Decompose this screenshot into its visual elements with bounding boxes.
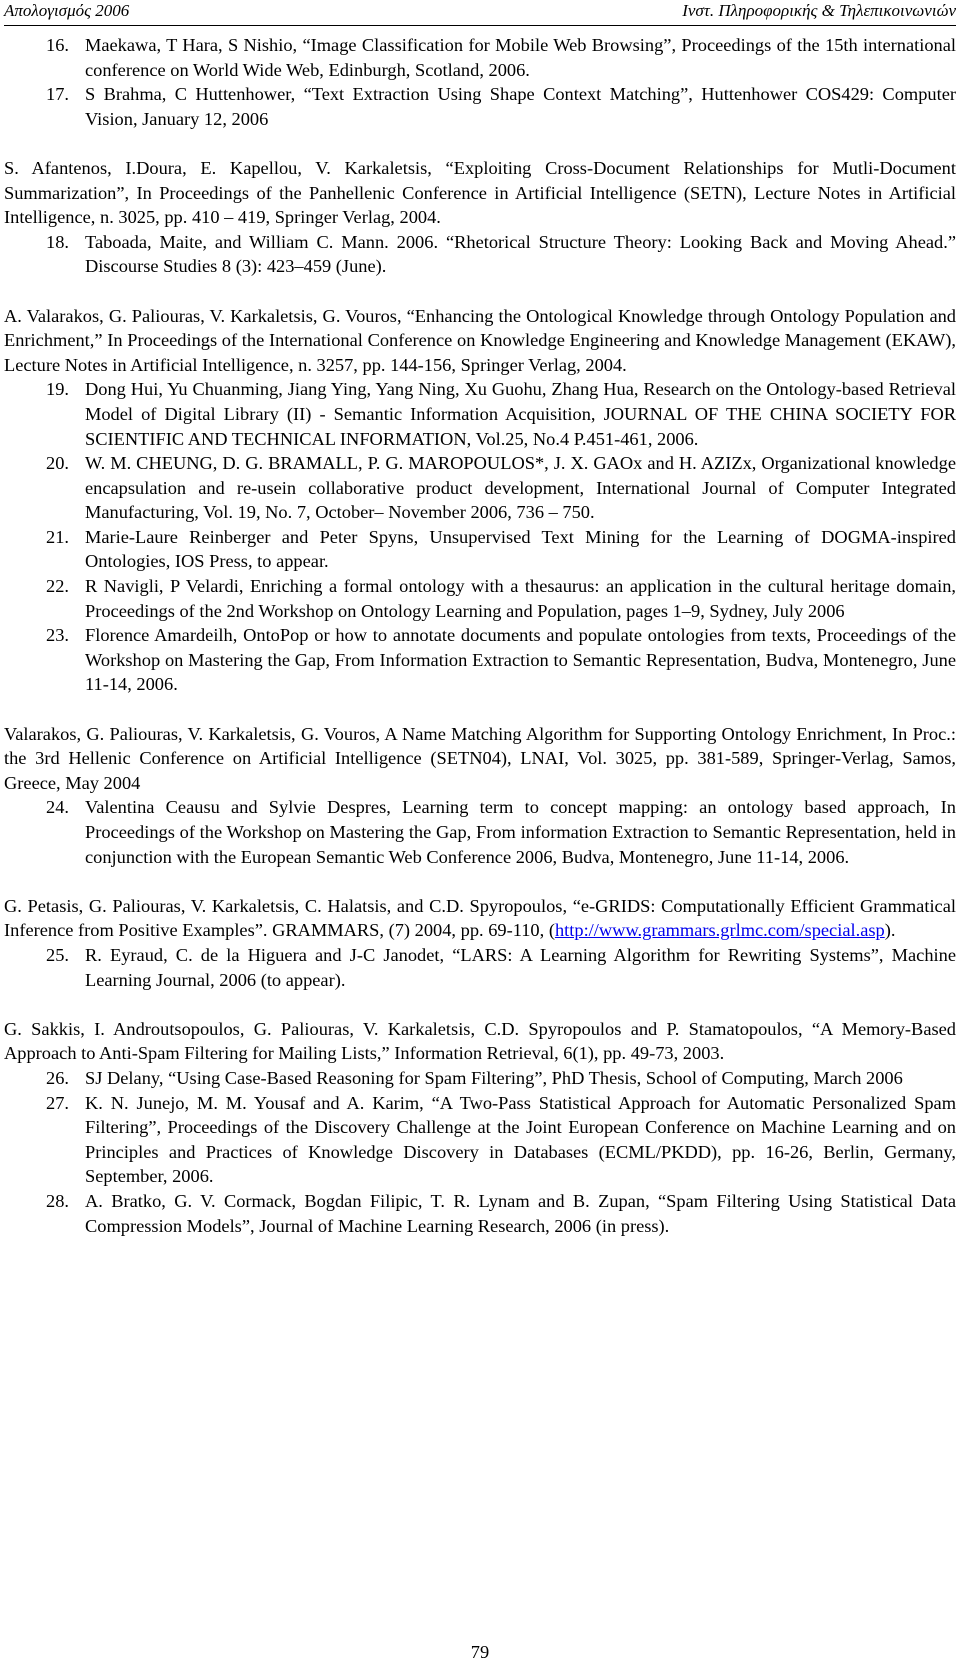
reference-item <box>4 623 956 697</box>
reference-number: 21. <box>46 526 69 547</box>
reference-paragraph: Valarakos, G. Paliouras, V. Karkaletsis, G. Vouros, A Name Matching Algorithm for Supporting Ontology Enrichment, In Proc.: the 3rd Hellenic Conference on Artificial Intelligence (SETN04), LNAI, Vol. 3025, pp. 381-589, Springer-Verlag, Samos, Greece, May 2004 <box>4 723 956 793</box>
reference-item <box>4 525 956 574</box>
reference-list <box>4 33 956 1238</box>
reference-item <box>4 33 956 82</box>
reference-number: 23. <box>46 625 69 646</box>
reference-text: Taboada, Maite, and William C. Mann. 2006. “Rhetorical Structure Theory: Looking Back and Moving Ahead.” Discourse Studies 8 (3): 423–459 (June). <box>85 231 956 277</box>
reference-text: SJ Delany, “Using Case-Based Reasoning for Spam Filtering”, PhD Thesis, School of Computing, March 2006 <box>85 1067 903 1088</box>
reference-text: Valentina Ceausu and Sylvie Despres, Learning term to concept mapping: an ontology based approach, In Proceedings of the Workshop on Mastering the Gap, From information Extraction to Semantic Representation, held in conjunction with the European Semantic Web Conference 2006, Budva, Montenegro, June 11-14, 2006. <box>85 797 956 867</box>
reference-text: Florence Amardeilh, OntoPop or how to annotate documents and populate ontologies from texts, Proceedings of the Workshop on Mastering the Gap, From Information Extraction to Semantic Representation, Budva, Montenegro, June 11-14, 2006. <box>85 625 956 695</box>
reference-number: 20. <box>46 453 69 474</box>
reference-number: 27. <box>46 1092 69 1113</box>
reference-number: 16. <box>46 35 69 55</box>
reference-item <box>4 230 956 279</box>
reference-text: W. M. CHEUNG, D. G. BRAMALL, P. G. MAROPOULOS*, J. X. GAOx and H. AZIZx, Organizational knowledge encapsulation and re-usein collaborative product development, International Journal of Computer Integrated Manufacturing, Vol. 19, No. 7, October– November 2006, 736 – 750. <box>85 453 956 523</box>
reference-number: 26. <box>46 1067 69 1088</box>
grammars-link[interactable]: http://www.grammars.grlmc.com/special.asp <box>554 920 885 941</box>
reference-item <box>4 1189 956 1238</box>
reference-text: Maekawa, T Hara, S Nishio, “Image Classification for Mobile Web Browsing”, Proceedings of the 15th international conference on World Wide Web, Edinburgh, Scotland, 2006. <box>85 35 956 80</box>
reference-text: R. Eyraud, C. de la Higuera and J-C Janodet, “LARS: A Learning Algorithm for Rewriting Systems”, Machine Learning Journal, 2006 (to appear). <box>85 944 956 990</box>
page-number: 79 <box>470 1642 490 1662</box>
reference-item <box>4 795 956 869</box>
reference-item <box>4 1091 956 1189</box>
reference-item <box>4 82 956 131</box>
reference-paragraph <box>4 894 956 943</box>
header-title-left: Απολογισμός 2006 <box>4 1 130 20</box>
reference-number: 19. <box>46 379 69 400</box>
reference-paragraph: A. Valarakos, G. Paliouras, V. Karkaletsis, G. Vouros, “Enhancing the Ontological Knowledge through Ontology Population and Enrichment,” In Proceedings of the International Conference on Knowledge Engineering and Knowledge Management (EKAW), Lecture Notes in Artificial Intelligence, n. 3257, pp. 144-156, Springer Verlag, 2004. <box>4 305 956 375</box>
reference-number: 22. <box>46 576 69 597</box>
reference-paragraph: G. Sakkis, I. Androutsopoulos, G. Paliouras, V. Karkaletsis, C.D. Spyropoulos and P. Stamatopoulos, “A Memory-Based Approach to Anti-Spam Filtering for Mailing Lists,” Information Retrieval, 6(1), pp. 49-73, 2003. <box>4 1018 956 1064</box>
reference-number: 28. <box>46 1190 69 1211</box>
reference-text-end: ). <box>884 920 896 941</box>
reference-text: S Brahma, C Huttenhower, “Text Extraction Using Shape Context Matching”, Huttenhower COS429: Computer Vision, January 12, 2006 <box>85 84 956 129</box>
reference-number: 17. <box>46 84 69 105</box>
reference-item <box>4 943 956 992</box>
reference-text: K. N. Junejo, M. M. Yousaf and A. Karim, “A Two-Pass Statistical Approach for Automatic Personalized Spam Filtering”, Proceedings of the Discovery Challenge at the Joint European Conference on Machine Learning and on Principles and Practices of Knowledge Discovery in Databases (ECML/PKDD), pp. 16-26, Berlin, Germany, September, 2006. <box>85 1092 956 1187</box>
reference-text: A. Bratko, G. V. Cormack, Bogdan Filipic, T. R. Lynam and B. Zupan, “Spam Filtering Using Statistical Data Compression Models”, Journal of Machine Learning Research, 2006 (in press). <box>85 1190 956 1236</box>
reference-item <box>4 1066 956 1091</box>
reference-number: 25. <box>46 944 69 965</box>
reference-item <box>4 377 956 451</box>
reference-text: G. Petasis, G. Paliouras, V. Karkaletsis, C. Halatsis, and C.D. Spyropoulos, “e-GRIDS: Computationally Efficient Grammatical Inference from Positive Examples”. GRAMMARS, (7) 2004, pp. 69-110, ( <box>4 895 956 941</box>
reference-text: Marie-Laure Reinberger and Peter Spyns, Unsupervised Text Mining for the Learning of DOGMA-inspired Ontologies, IOS Press, to appear. <box>85 526 956 572</box>
reference-text: R Navigli, P Velardi, Enriching a formal ontology with a thesaurus: an application in the cultural heritage domain, Proceedings of the 2nd Workshop on Ontology Learning and Population, pages 1–9, Sydney, July 2006 <box>85 576 956 621</box>
reference-paragraph: S. Afantenos, I.Doura, E. Kapellou, V. Karkaletsis, “Exploiting Cross-Document Relationships for Mutli-Document Summarization”, In Proceedings of the Panhellenic Conference in Artificial Intelligence (SETN), Lecture Notes in Artificial Intelligence, n. 3025, pp. 410 – 419, Springer Verlag, 2004. <box>4 157 956 228</box>
reference-item <box>4 451 956 525</box>
header-title-right: Ινστ. Πληροφορικής & Τηλεπικοινωνιών <box>682 1 956 20</box>
reference-number: 18. <box>46 231 69 252</box>
reference-text: Dong Hui, Yu Chuanming, Jiang Ying, Yang Ning, Xu Guohu, Zhang Hua, Research on the Ontology-based Retrieval Model of Digital Library (II) - Semantic Information Acquisition, JOURNAL OF THE CHINA SOCIETY FOR SCIENTIFIC AND TECHNICAL INFORMATION, Vol.25, No.4 P.451-461, 2006. <box>85 379 956 449</box>
reference-number: 24. <box>46 797 69 818</box>
page-header <box>4 0 956 26</box>
reference-item <box>4 574 956 623</box>
